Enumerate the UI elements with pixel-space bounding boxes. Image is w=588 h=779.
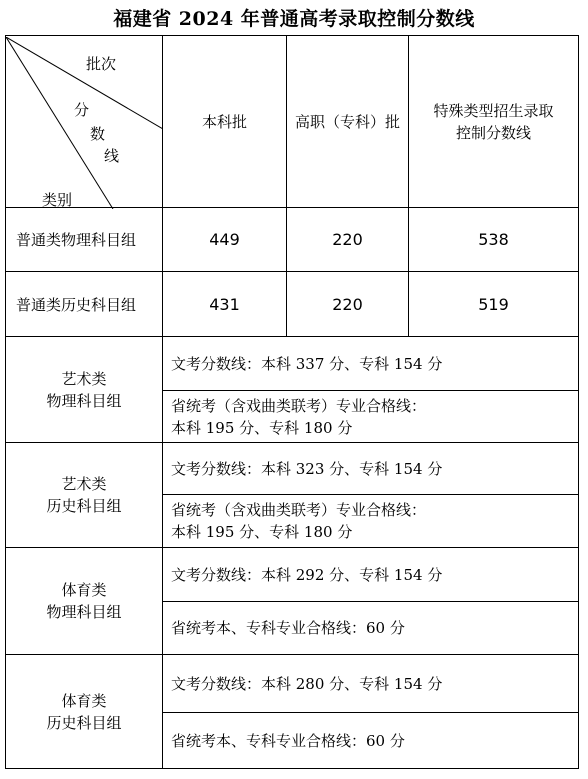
cultural-score-line: 文考分数线：本科 292 分、专科 154 分 [163, 548, 579, 602]
diagonal-header-cell [6, 36, 163, 208]
header-special [409, 36, 579, 208]
table-row [6, 272, 579, 337]
undergrad-score: 449 [163, 208, 287, 272]
professional-pass-line [163, 391, 579, 443]
row-label: 普通类物理科目组 [6, 208, 163, 272]
table-row [6, 548, 579, 602]
header-score-char-2: 数 [90, 124, 106, 143]
group-label-line-1: 体育类 [61, 581, 107, 599]
table-row [6, 655, 579, 713]
table-row [6, 208, 579, 272]
professional-pass-line [163, 602, 579, 655]
group-label-line-2: 物理科目组 [46, 603, 122, 621]
group-label-line-1: 艺术类 [61, 475, 107, 493]
professional-pass-line-2: 本科 195 分、专科 180 分 [171, 418, 353, 437]
group-label-line-2: 历史科目组 [46, 713, 122, 732]
cultural-score-line: 文考分数线：本科 280 分、专科 154 分 [163, 655, 579, 713]
header-special-line-1: 特殊类型招生录取 [433, 101, 554, 120]
group-label-line-2: 历史科目组 [46, 497, 122, 515]
professional-pass-line-1: 省统考（含戏曲类联考）专业合格线： [171, 396, 427, 415]
group-label [6, 548, 163, 655]
group-label-line-1: 体育类 [61, 691, 107, 710]
cultural-score-line: 文考分数线：本科 337 分、专科 154 分 [163, 337, 579, 391]
group-label [6, 337, 163, 443]
professional-pass-line-2: 本科 195 分、专科 180 分 [171, 523, 353, 541]
professional-pass-line [163, 713, 579, 769]
header-special-line-2: 控制分数线 [455, 123, 531, 142]
group-label [6, 443, 163, 548]
vocational-score: 220 [287, 208, 409, 272]
header-row [6, 36, 579, 208]
header-score-char-3: 线 [104, 146, 120, 165]
undergrad-score: 431 [163, 272, 287, 337]
score-table [5, 35, 579, 769]
professional-pass-line-1: 省统考（含戏曲类联考）专业合格线： [171, 501, 427, 519]
header-category-label: 类别 [42, 190, 73, 209]
table-row [6, 443, 579, 495]
table-row [6, 337, 579, 391]
special-score: 538 [409, 208, 579, 272]
header-undergrad: 本科批 [163, 36, 287, 208]
group-label-line-2: 物理科目组 [46, 391, 122, 410]
cultural-score-line: 文考分数线：本科 323 分、专科 154 分 [163, 443, 579, 495]
group-label-line-1: 艺术类 [61, 369, 107, 388]
page-title: 福建省 2024 年普通高考录取控制分数线 [113, 8, 475, 30]
row-label: 普通类历史科目组 [6, 272, 163, 337]
professional-pass-line-1: 省统考本、专科专业合格线：60 分 [171, 731, 405, 750]
vocational-score: 220 [287, 272, 409, 337]
header-score-char-1: 分 [74, 100, 90, 119]
diagonal-lines [6, 37, 163, 209]
header-batch-label: 批次 [86, 54, 117, 73]
header-vocational: 高职（专科）批 [287, 36, 409, 208]
professional-pass-line [163, 495, 579, 548]
special-score: 519 [409, 272, 579, 337]
professional-pass-line-1: 省统考本、专科专业合格线：60 分 [171, 619, 405, 637]
group-label [6, 655, 163, 769]
